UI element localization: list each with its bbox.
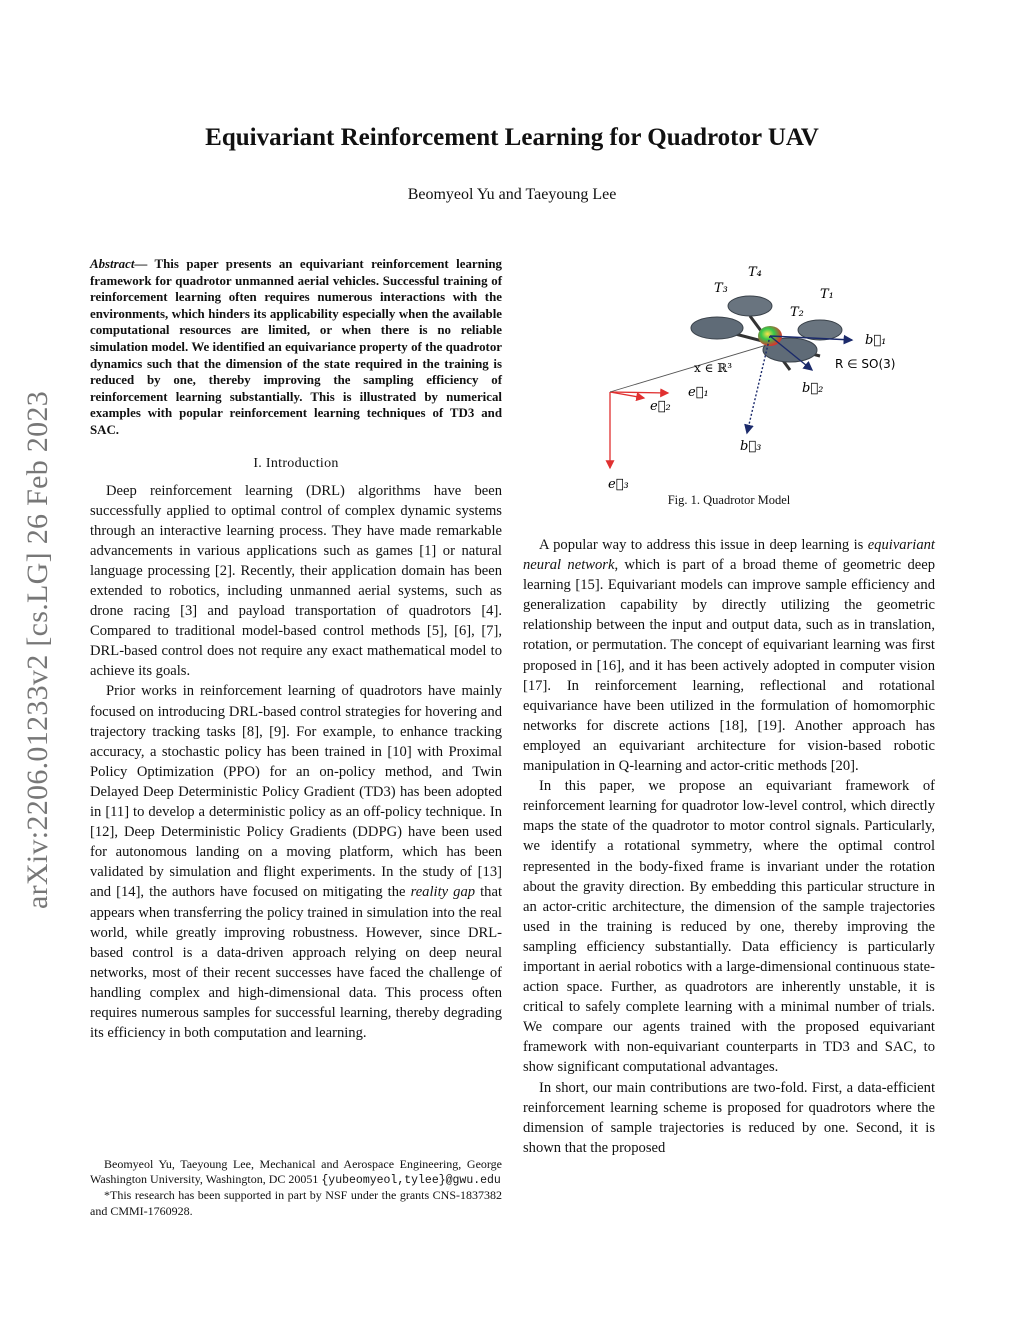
label-b2: b⃗₂ [802,381,824,396]
quadrotor-figure [590,258,920,494]
label-position: x ∈ ℝ³ [694,361,733,375]
section-heading-introduction: I. Introduction [253,455,339,471]
rotor-t4 [728,296,772,316]
label-e1: e⃗₁ [688,385,709,400]
abstract-label: Abstract [90,257,135,271]
footnote-affiliation [90,1157,502,1188]
figure-caption: Fig. 1. Quadrotor Model [667,493,791,507]
intro-p2-part-b: that appears when transferring the policy trained in simulation into the real world, while greatly improving robustness. However, since DRL-based control is a data-driven approach relying on deep neural networks, most of their recent successes have faced the challenge of handling complex and high-dimensional data. This process often requires numerous samples for successful learning, thereby degrading its efficiency in both computation and learning. [90,884,502,1042]
rotor-t3 [691,317,743,339]
paper-title: Equivariant Reinforcement Learning for Quadrotor UAV [205,124,819,151]
footnote [90,1157,502,1219]
label-t4: T₄ [748,265,762,280]
right-paragraph-1 [523,535,935,776]
paper-authors: Beomyeol Yu and Taeyoung Lee [407,186,617,203]
left-column [90,256,502,1043]
e2-axis [610,392,668,393]
footnote-email: {yubeomyeol,tylee}@gwu.edu [321,1174,501,1188]
label-e2: e⃗₂ [650,399,671,414]
intro-paragraph-1: Deep reinforcement learning (DRL) algorithms have been successfully applied to optimal control of complex dynamic systems through an interactive learning process. They have made remarkable advancements in various applications such as games [1] or natural language processing [2]. Recently, their application domain has been extended to robotics, including unmanned aerial systems, such as drone racing [3] and payload transportation of quadrotors [4]. Compared to traditional model-based control methods [5], [6], [7], DRL-based control does not require any exact mathematical model to achieve its goals. [90,482,502,680]
intro-p2-emphasis: reality gap [410,884,476,901]
intro-p2-part-a: Prior works in reinforcement learning of quadrotors have mainly focused on introducing DRL-based control strategies for hovering and trajectory tracking tasks [8], [9]. For example, to enhance tracking accuracy, a stochastic policy has been trained in [10] with Proximal Policy Optimization (PPO) for an on-policy method, and Twin Delayed Deep Deterministic Policy Gradient (TD3) has been adopted in [11] to develop a deterministic policy as an off-policy technique. In [12], Deep Deterministic Policy Gradients (DDPG) have been used for autonomous landing on a moving platform, which has been validated by simulation and flight experiments. In the study of [13] and [14], the authors have focused on mitigating the [90,683,502,901]
label-t1: T₁ [820,287,834,302]
abstract [90,256,502,439]
intro-paragraph-2 [90,681,502,1043]
footnote-funding: *This research has been supported in part by NSF under the grants CNS-1837382 and CMMI-1760928. [90,1188,502,1218]
abstract-text: This paper presents an equivariant reinforcement learning framework for quadrotor unmanned aerial vehicles. Successful training of reinforcement learning often requires numerous interactions with the environments, which hinders its applicability especially when the available computational resources are limited, or when there is no reliable simulation model. We identified an equivariance property of the quadrotor dynamics such that the dimension of the state required in the training is reduced by one, thereby improving the sampling efficiency of reinforcement learning substantially. This is illustrated by numerical examples with popular reinforcement learning techniques of TD3 and SAC. [90,257,502,437]
right-p1-part-b: , which is part of a broad theme of geometric deep learning [15]. Equivariant models can improve sample efficiency and generalization capability by directly utilizing the geometric relationship between the input and output data, such as in translation, rotation, or permutation. The concept of equivariant learning was first proposed in [16], and it has been actively adopted in computer vision [17]. In reinforcement learning, reflectional and rotational equivariance have been utilized in the formulation of homomorphic networks for discrete actions [18], [19]. Another approach has employed an equivariant architecture for vision-based robotic manipulation in Q-learning and actor-critic methods [20]. [523,557,935,775]
footnote-affiliation-text: Beomyeol Yu, Taeyoung Lee, Mechanical and Aerospace Engineering, George Washington University, Washington, DC 20051 [90,1157,502,1187]
label-rotation: R ∈ SO(3) [835,357,896,371]
label-b1: b⃗₁ [865,333,887,348]
right-paragraph-2: In this paper, we propose an equivariant framework of reinforcement learning for quadrotor low-level control, which directly maps the state of the quadrotor to motor control signals. Particularly, we identify a rotational symmetry, where the optimal control represented in the body-fixed frame is invariant under the rotation about the gravity direction. By embedding this particular structure in an actor-critic architecture, the dimension of the sample trajectories used in the training is reduced by one, thereby improving the sampling efficiency substantially. Data efficiency is particularly important in aerial robotics with a large-dimensional continuous state-action space. Further, as quadrotors are inherently unstable, it is critical to safely complete learning with a minimal number of trials. We compare our agents trained with the proposed equivariant framework with non-equivariant counterparts in TD3 and SAC, to show significant computational advantages. [523,778,935,1076]
right-p1-emphasis: equivariant neural network [523,537,935,574]
arxiv-sidebar [8,350,68,950]
abstract-dash: — [134,257,148,271]
label-t2: T₂ [790,305,804,320]
label-b3: b⃗₃ [740,439,762,454]
arxiv-identifier: arXiv:2206.01233v2 [cs.LG] 26 Feb 2023 [21,390,54,910]
right-column [523,535,935,1158]
label-t3: T₃ [714,281,728,296]
right-paragraph-3: In short, our main contributions are two-fold. First, a data-efficient reinforcement learning scheme is proposed for quadrotors where the dimension of sample trajectories is reduced by one. Second, it is shown that the proposed [523,1079,935,1156]
label-e3: e⃗₃ [608,477,629,492]
right-p1-part-a: A popular way to address this issue in deep learning is [539,537,864,553]
